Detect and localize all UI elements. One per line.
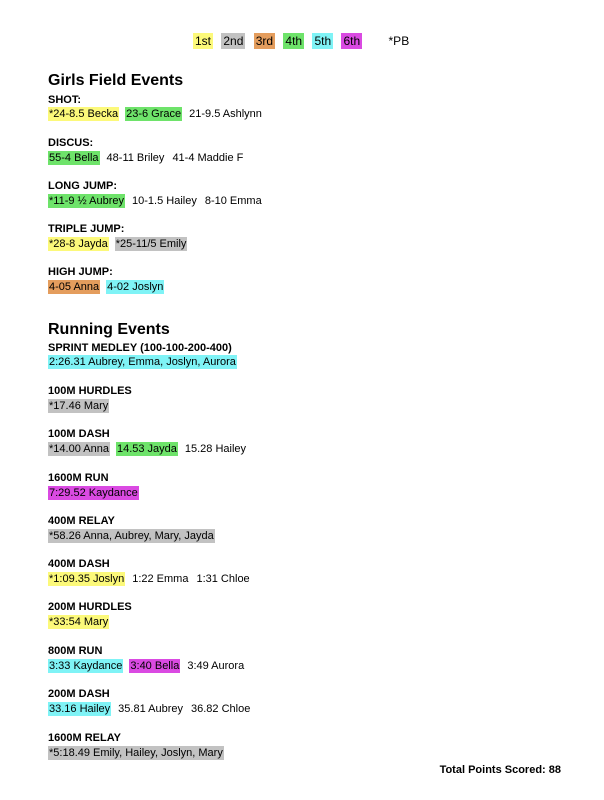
result-entry: 35.81 Aubrey	[118, 703, 183, 715]
event-results-long-jump	[48, 194, 269, 208]
event-results-1600m-relay	[48, 746, 230, 760]
legend-3rd: 3rd	[255, 34, 274, 48]
result-entry: 33.16 Hailey	[49, 703, 111, 715]
result-entry: 10-1.5 Hailey	[132, 195, 197, 207]
event-results-400m-dash	[48, 572, 257, 586]
event-results-400m-relay	[48, 529, 221, 543]
event-results-discus	[48, 151, 250, 165]
result-entry: 2:26.31 Aubrey, Emma, Joslyn, Aurora	[49, 356, 236, 368]
event-title-400m-dash: 400M DASH	[48, 558, 110, 570]
result-entry: 23-6 Grace	[126, 108, 182, 120]
result-entry: *11-9 ½ Aubrey	[49, 195, 125, 207]
result-entry: *33:54 Mary	[49, 616, 109, 628]
result-entry: *28-8 Jayda	[49, 238, 108, 250]
result-entry: 21-9.5 Ashlynn	[189, 108, 262, 120]
result-entry: *5:18.49 Emily, Hailey, Joslyn, Mary	[49, 747, 223, 759]
legend-pb-note: *PB	[388, 34, 410, 48]
event-results-high-jump	[48, 280, 170, 294]
event-results-800m-run	[48, 659, 251, 673]
event-results-200m-dash	[48, 702, 257, 716]
event-results-100m-dash	[48, 442, 253, 456]
event-title-200m-dash: 200M DASH	[48, 688, 110, 700]
total-points: Total Points Scored: 88	[439, 764, 561, 776]
result-entry: 48-11 Briley	[106, 152, 165, 164]
event-results-200m-hurdles	[48, 615, 115, 629]
legend-4th: 4th	[285, 34, 303, 48]
result-entry: 3:40 Bella	[130, 660, 180, 672]
event-title-discus: DISCUS:	[48, 137, 94, 149]
result-entry: 4-05 Anna	[49, 281, 100, 293]
event-title-800m-run: 800M RUN	[48, 645, 103, 657]
result-entry: 8-10 Emma	[204, 195, 262, 207]
result-entry: 4-02 Joslyn	[107, 281, 164, 293]
result-entry: 1:31 Chloe	[196, 573, 250, 585]
result-entry: 1:22 Emma	[132, 573, 189, 585]
event-results-triple-jump	[48, 237, 193, 251]
result-entry: 41-4 Maddie F	[172, 152, 244, 164]
event-title-100m-dash: 100M DASH	[48, 428, 110, 440]
result-entry: 15.28 Hailey	[184, 443, 247, 455]
result-entry: *25-11/5 Emily	[115, 238, 187, 250]
result-entry: 55-4 Bella	[49, 152, 99, 164]
event-title-triple-jump: TRIPLE JUMP:	[48, 223, 125, 235]
event-results-shot	[48, 107, 269, 121]
event-results-1600m-run	[48, 486, 145, 500]
event-title-high-jump: HIGH JUMP:	[48, 266, 113, 278]
running-events-heading: Running Events	[48, 321, 170, 338]
result-entry: *14.00 Anna	[49, 443, 109, 455]
event-results-sprint-medley	[48, 355, 243, 369]
result-entry: 3:33 Kaydance	[49, 660, 123, 672]
result-entry: 14.53 Jayda	[116, 443, 177, 455]
event-title-400m-relay: 400M RELAY	[48, 515, 115, 527]
legend-2nd: 2nd	[223, 34, 244, 48]
event-title-100m-hurdles: 100M HURDLES	[48, 385, 132, 397]
event-title-long-jump: LONG JUMP:	[48, 180, 118, 192]
result-entry: 36.82 Chloe	[191, 703, 251, 715]
legend-1st: 1st	[195, 34, 212, 48]
event-title-shot: SHOT:	[48, 94, 81, 106]
result-entry: 3:49 Aurora	[187, 660, 245, 672]
event-title-1600m-run: 1600M RUN	[48, 472, 109, 484]
result-entry: *17.46 Mary	[49, 400, 109, 412]
event-results-100m-hurdles	[48, 399, 115, 413]
result-entry: 7:29.52 Kaydance	[49, 487, 138, 499]
legend-5th: 5th	[314, 34, 332, 48]
legend-6th: 6th	[343, 34, 361, 48]
result-entry: *1:09.35 Joslyn	[49, 573, 125, 585]
place-legend	[193, 33, 416, 49]
event-title-1600m-relay: 1600M RELAY	[48, 732, 121, 744]
result-entry: *58.26 Anna, Aubrey, Mary, Jayda	[49, 530, 214, 542]
event-title-sprint-medley: SPRINT MEDLEY (100-100-200-400)	[48, 342, 232, 354]
result-entry: *24-8.5 Becka	[49, 108, 119, 120]
event-title-200m-hurdles: 200M HURDLES	[48, 601, 132, 613]
field-events-heading: Girls Field Events	[48, 72, 184, 89]
